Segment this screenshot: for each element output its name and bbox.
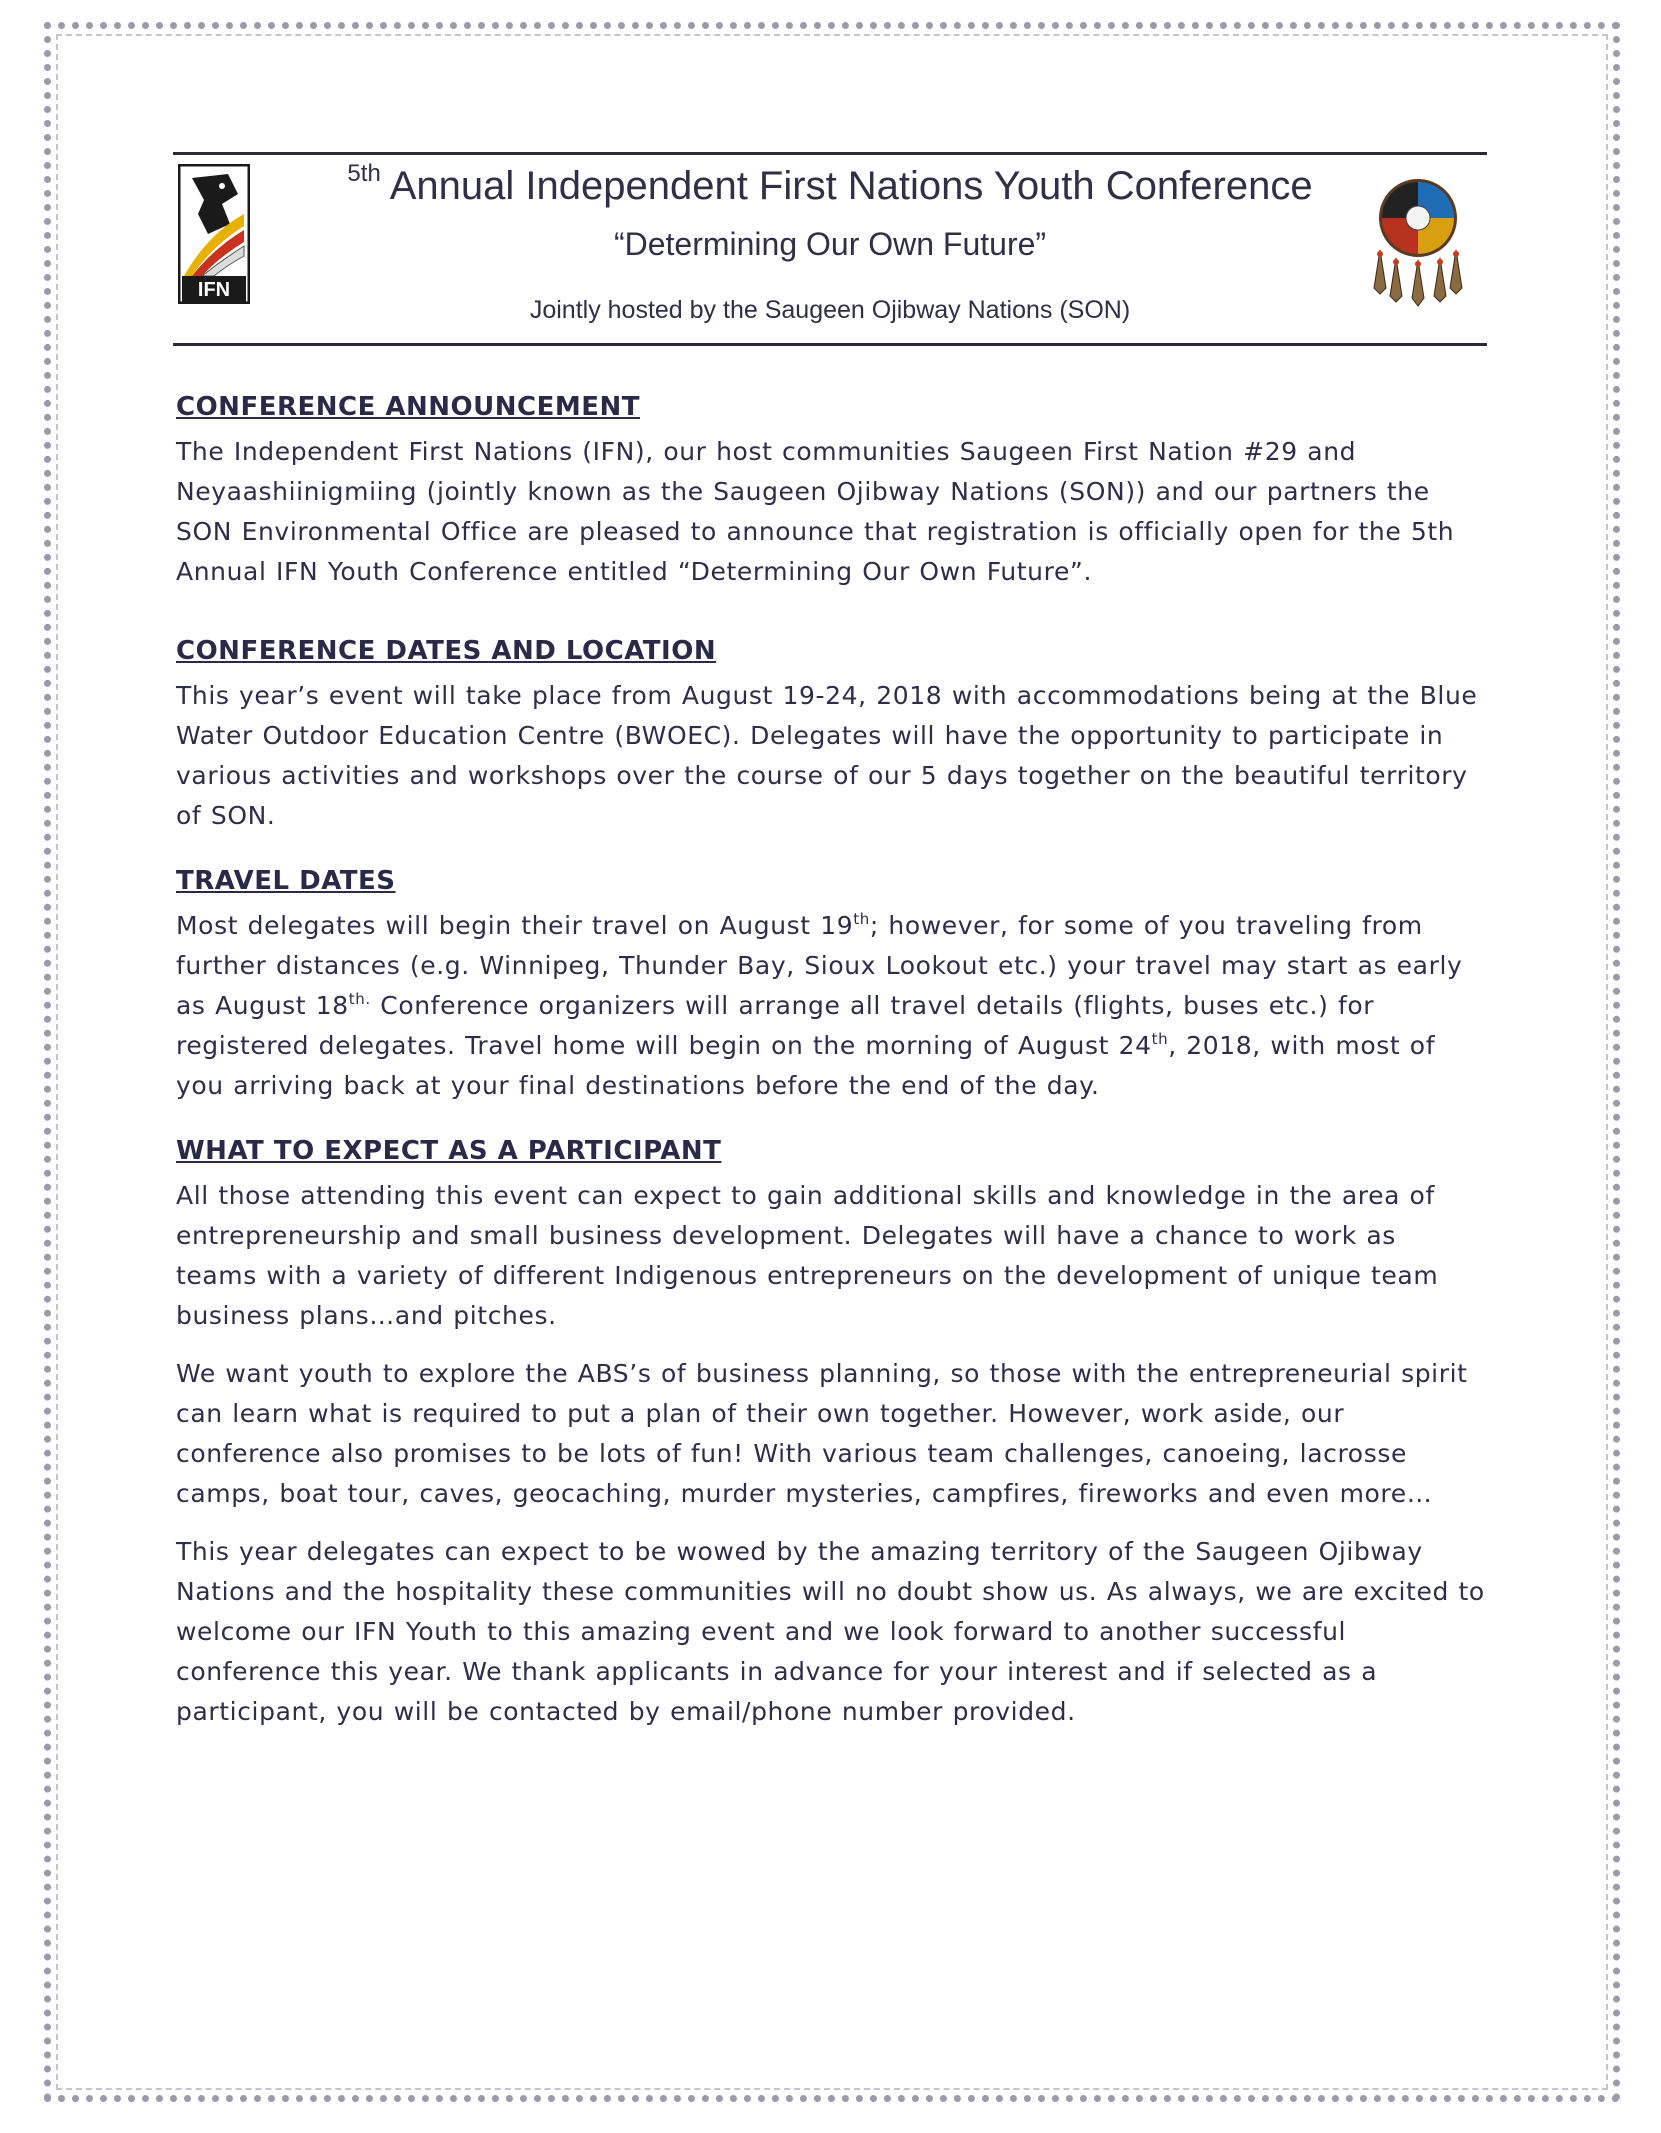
heading-dates-location: CONFERENCE DATES AND LOCATION bbox=[176, 636, 717, 666]
paragraph-announcement: The Independent First Nations (IFN), our host communities Saugeen First Nation #29 and Neyaashiinigmiing (jointly known as the Saugeen Ojibway Nations (SON)) and our partners the SON Environmental Office are pleased to announce that registration is officially open for the 5th Annual IFN Youth Conference entitled “Determining Our Own Future”. bbox=[176, 437, 1455, 586]
paragraph-expect-3: This year delegates can expect to be wowed by the amazing territory of the Saugeen Ojibway Nations and the hospitality these communities will no doubt show us. As always, we are excited to welcome our IFN Youth to this amazing event and we look forward to another successful conference this year. We thank applicants in advance for your interest and if selected as a participant, you will be contacted by email/phone number provided. bbox=[176, 1537, 1485, 1726]
travel-text-4: , 2018, with most of you arriving back at your final destinations before the end of the day. bbox=[176, 1031, 1436, 1100]
conference-theme: “Determining Our Own Future” bbox=[613, 226, 1047, 262]
travel-text-2: ; however, for some of you traveling from further distances (e.g. Winnipeg, Thunder Bay, Sioux Lookout etc.) your travel may start as early as August 18 bbox=[176, 911, 1463, 1020]
travel-text-3: Conference organizers will arrange all travel details (flights, buses etc.) for registered delegates. Travel home will begin on the morning of August 24 bbox=[176, 991, 1375, 1060]
title-ordinal-suffix: th bbox=[360, 160, 381, 187]
heading-what-to-expect: WHAT TO EXPECT AS A PARTICIPANT bbox=[176, 1136, 722, 1166]
page-title bbox=[260, 160, 1400, 209]
ifn-logo-text: IFN bbox=[197, 279, 231, 301]
host-line: Jointly hosted by the Saugeen Ojibway Nations (SON) bbox=[529, 296, 1131, 324]
heading-conference-announcement: CONFERENCE ANNOUNCEMENT bbox=[176, 392, 640, 422]
header-rule-top bbox=[173, 152, 1487, 155]
title-ordinal bbox=[347, 160, 380, 187]
travel-text-1: Most delegates will begin their travel on August 19 bbox=[176, 911, 854, 940]
document-body bbox=[176, 384, 1486, 1732]
paragraph-expect-1: All those attending this event can expect to gain additional skills and knowledge in the area of entrepreneurship and small business development. Delegates will have a chance to work as teams with a variety of different Indigenous entrepreneurs on the development of unique team business plans…and pitches. bbox=[176, 1181, 1439, 1330]
title-ordinal-number: 5 bbox=[347, 160, 361, 187]
heading-travel-dates: TRAVEL DATES bbox=[176, 866, 396, 896]
title-text: Annual Independent First Nations Youth Conference bbox=[389, 164, 1313, 208]
dreamcatcher-logo bbox=[1366, 170, 1476, 310]
travel-sup-2: th. bbox=[348, 990, 371, 1008]
paragraph-dates-location: This year’s event will take place from August 19-24, 2018 with accommodations being at the Blue Water Outdoor Education Centre (BWOEC). Delegates will have the opportunity to participate in various activities and workshops over the course of our 5 days together on the beautiful territory of SON. bbox=[176, 681, 1478, 830]
ifn-logo bbox=[178, 164, 250, 304]
travel-sup-1: th bbox=[853, 910, 870, 928]
paragraph-expect-2: We want youth to explore the ABS’s of business planning, so those with the entrepreneurial spirit can learn what is required to put a plan of their own together. However, work aside, our conference also promises to be lots of fun! With various team challenges, canoeing, lacrosse camps, boat tour, caves, geocaching, murder mysteries, campfires, fireworks and even more… bbox=[176, 1359, 1468, 1508]
header-rule-bottom bbox=[173, 343, 1487, 346]
paragraph-travel bbox=[176, 906, 1486, 1106]
travel-sup-3: th bbox=[1151, 1030, 1169, 1048]
